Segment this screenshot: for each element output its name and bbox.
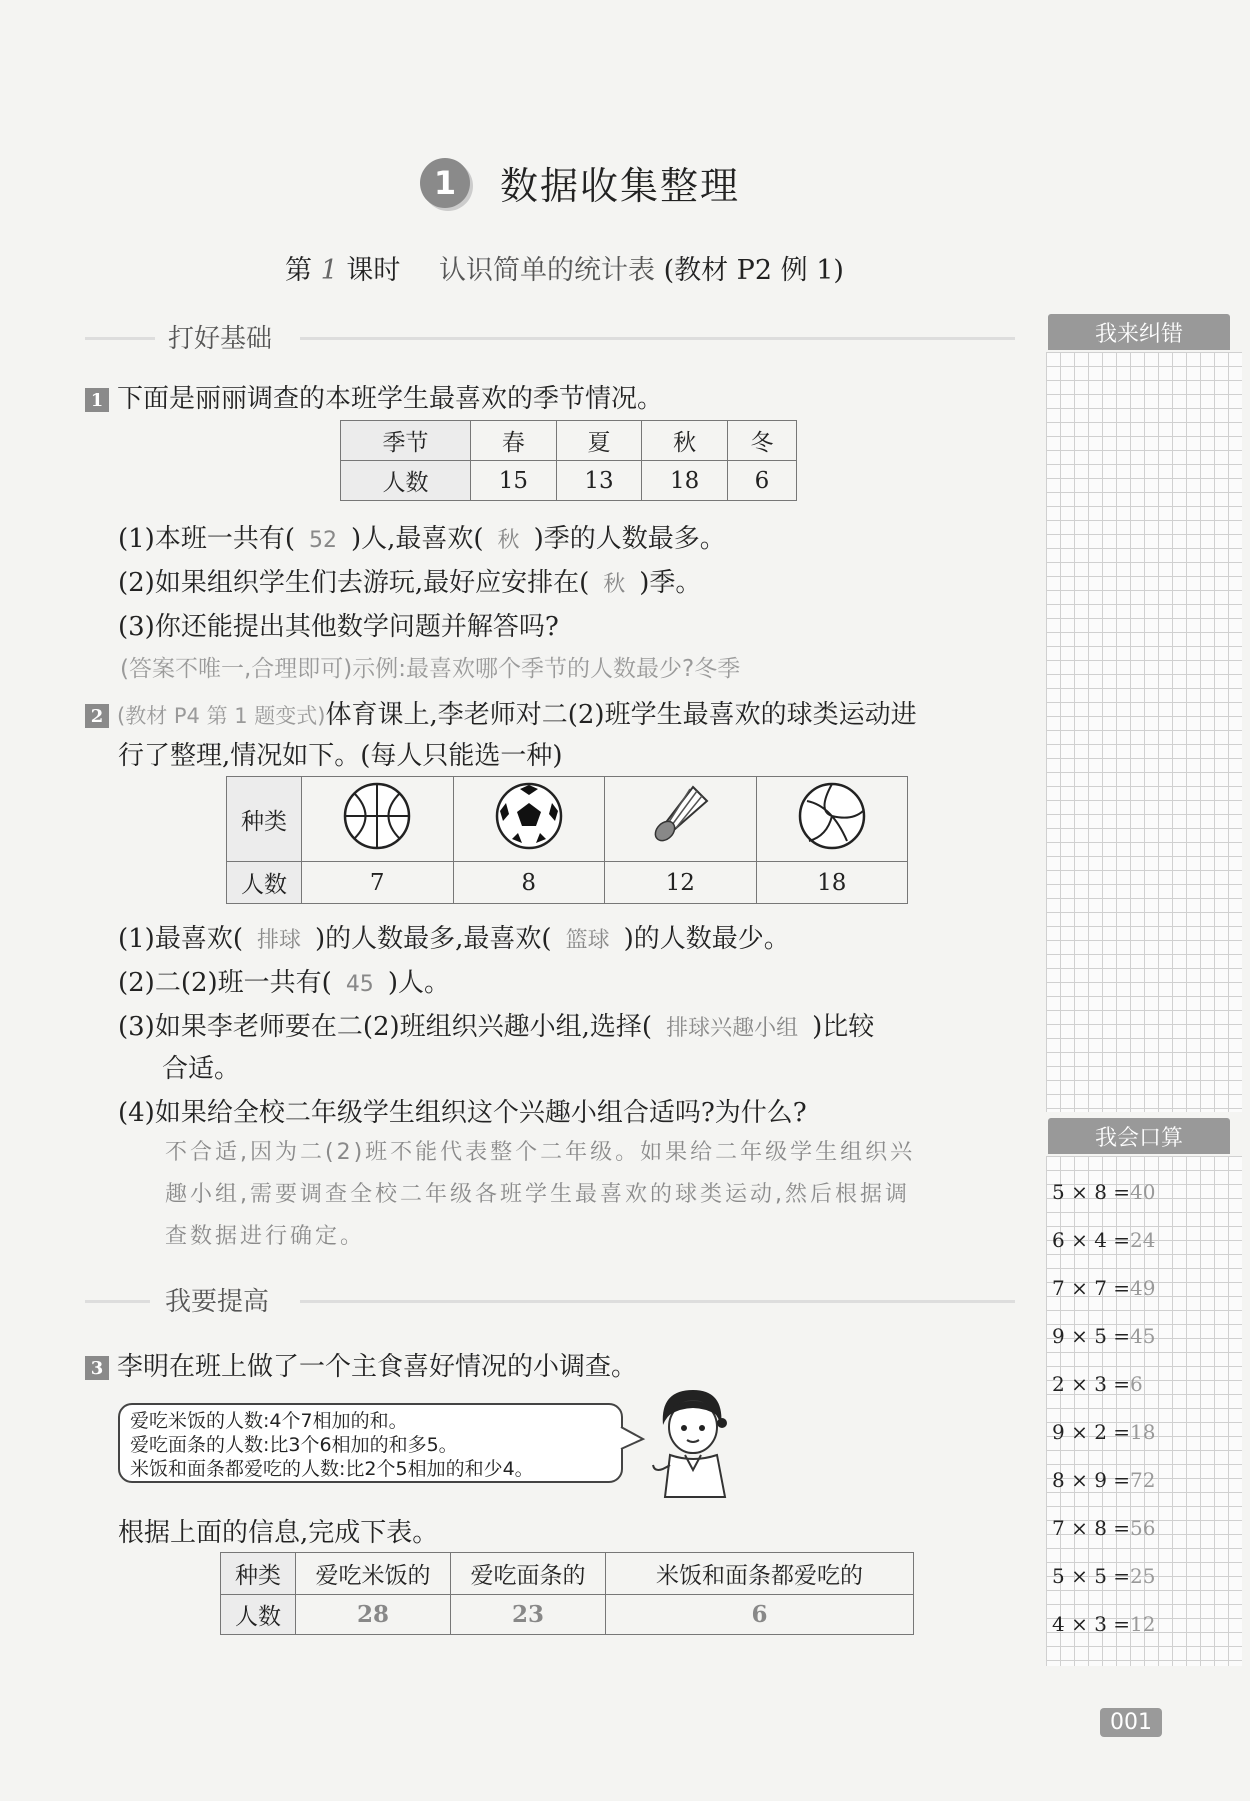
table-row-label: 人数 [227, 862, 302, 904]
bubble-line: 爱吃米饭的人数:4个7相加的和。 [130, 1410, 408, 1432]
calc-item: 2 × 3 =6 [1052, 1372, 1143, 1396]
bubble-line: 爱吃面条的人数:比3个6相加的和多5。 [130, 1434, 458, 1456]
q1-part-3-answer: (答案不唯一,合理即可)示例:最喜欢哪个季节的人数最少?冬季 [120, 656, 741, 682]
q1-part-2: (2)如果组织学生们去游玩,最好应安排在( 秋 )季。 [118, 568, 702, 598]
table-cell: 12 [605, 862, 757, 904]
correction-label: 我来纠错 [1048, 314, 1230, 350]
q2-part-1: (1)最喜欢( 排球 )的人数最多,最喜欢( 篮球 )的人数最少。 [118, 924, 790, 954]
answer-text: 45 [345, 972, 374, 997]
table-header-cell: 秋 [642, 421, 728, 461]
table-header-cell: 米饭和面条都爱吃的 [606, 1553, 914, 1595]
unit-title [420, 155, 740, 210]
lesson-reference: (教材 P2 例 1) [663, 255, 844, 286]
calc-answer: 6 [1130, 1372, 1143, 1396]
table-header-cell: 春 [471, 421, 557, 461]
lesson-subtitle: 第 1 课时 认识简单的统计表 (教材 P2 例 1) [285, 255, 844, 286]
basketball-cell [302, 777, 454, 862]
soccer-ball-icon [494, 781, 564, 851]
table-header-cell: 种类 [227, 777, 302, 862]
calc-answer: 56 [1130, 1516, 1156, 1540]
badminton-shuttlecock-icon [645, 781, 715, 851]
girl-illustration [645, 1385, 740, 1500]
answer-cell: 23 [451, 1595, 606, 1635]
ball-sports-table [226, 776, 908, 904]
question-2-text: 体育课上,李老师对二(2)班学生最喜欢的球类运动进 [325, 700, 917, 730]
calc-item: 9 × 2 =18 [1052, 1420, 1156, 1444]
divider [300, 1300, 1015, 1303]
question-1 [85, 378, 663, 415]
badminton-cell [605, 777, 757, 862]
calc-answer: 40 [1130, 1180, 1156, 1204]
volleyball-icon [797, 781, 867, 851]
table-header-cell: 冬 [727, 421, 796, 461]
section-improve-heading: 我要提高 [165, 1287, 270, 1317]
basketball-icon [342, 781, 412, 851]
answer-text: 篮球 [565, 928, 610, 953]
soccer-cell [453, 777, 605, 862]
calc-item: 4 × 3 =12 [1052, 1612, 1156, 1636]
question-3 [85, 1346, 637, 1383]
divider [85, 1300, 150, 1303]
calc-answer: 72 [1130, 1468, 1156, 1492]
question-3-text: 李明在班上做了一个主食喜好情况的小调查。 [117, 1352, 638, 1382]
calc-answer: 18 [1130, 1420, 1156, 1444]
q2-part-3: (3)如果李老师要在二(2)班组织兴趣小组,选择( 排球兴趣小组 )比较 [118, 1012, 875, 1042]
table-header-cell: 爱吃面条的 [451, 1553, 606, 1595]
calc-answer: 45 [1130, 1324, 1156, 1348]
divider [300, 337, 1015, 340]
table-cell: 18 [642, 461, 728, 501]
table-cell: 18 [756, 862, 908, 904]
table-cell: 6 [727, 461, 796, 501]
mental-math-label: 我会口算 [1048, 1118, 1230, 1154]
table-row-label: 人数 [221, 1595, 296, 1635]
answer-text: 秋 [603, 572, 626, 597]
divider [85, 337, 155, 340]
calc-answer: 49 [1130, 1276, 1156, 1300]
question-1-text: 下面是丽丽调查的本班学生最喜欢的季节情况。 [117, 384, 664, 414]
speech-bubble [118, 1403, 623, 1483]
table-header-cell: 夏 [556, 421, 642, 461]
calc-answer: 12 [1130, 1612, 1156, 1636]
calc-item: 5 × 8 =40 [1052, 1180, 1156, 1204]
table-cell: 15 [471, 461, 557, 501]
page-number: 001 [1100, 1708, 1162, 1737]
table-row-label: 人数 [341, 461, 471, 501]
calc-item: 9 × 5 =45 [1052, 1324, 1156, 1348]
calc-item: 6 × 4 =24 [1052, 1228, 1156, 1252]
lesson-topic: 认识简单的统计表 [438, 255, 655, 286]
table-cell: 8 [453, 862, 605, 904]
answer-cell: 6 [606, 1595, 914, 1635]
question-2 [85, 694, 917, 731]
calc-answer: 24 [1130, 1228, 1156, 1252]
question-number-badge: 1 [85, 388, 109, 412]
calc-item: 5 × 5 =25 [1052, 1564, 1156, 1588]
calc-item: 8 × 9 =72 [1052, 1468, 1156, 1492]
q2-part-3-cont: 合适。 [162, 1054, 241, 1084]
answer-text: 排球 [256, 928, 301, 953]
question-number-badge: 2 [85, 704, 109, 728]
calc-item: 7 × 8 =56 [1052, 1516, 1156, 1540]
answer-text: 52 [308, 528, 337, 553]
answer-text: 排球兴趣小组 [666, 1016, 799, 1041]
calc-item: 7 × 7 =49 [1052, 1276, 1156, 1300]
table-header-cell: 季节 [341, 421, 471, 461]
question-source: (教材 P4 第 1 题变式) [117, 704, 326, 728]
q3-instruction: 根据上面的信息,完成下表。 [118, 1518, 439, 1548]
question-2-text-cont: 行了整理,情况如下。(每人只能选一种) [118, 741, 563, 771]
answer-text: 秋 [497, 528, 520, 553]
q2-part-4: (4)如果给全校二年级学生组织这个兴趣小组合适吗?为什么? [118, 1098, 807, 1128]
q2-part-4-answer-line: 趣小组,需要调查全校二年级各班学生最喜欢的球类运动,然后根据调 [165, 1182, 910, 1207]
table-cell: 13 [556, 461, 642, 501]
season-table [340, 420, 797, 501]
answer-cell: 28 [296, 1595, 451, 1635]
q1-part-3: (3)你还能提出其他数学问题并解答吗? [118, 612, 559, 642]
volleyball-cell [756, 777, 908, 862]
table-cell: 7 [302, 862, 454, 904]
q2-part-2: (2)二(2)班一共有( 45 )人。 [118, 968, 450, 998]
unit-number-badge: 1 [420, 158, 470, 208]
section-basic-heading: 打好基础 [168, 324, 273, 354]
correction-grid [1046, 352, 1242, 1112]
q2-part-4-answer-line: 查数据进行确定。 [165, 1224, 366, 1249]
table-header-cell: 爱吃米饭的 [296, 1553, 451, 1595]
calc-answer: 25 [1130, 1564, 1156, 1588]
q1-part-1: (1)本班一共有( 52 )人,最喜欢( 秋 )季的人数最多。 [118, 524, 726, 554]
q2-part-4-answer-line: 不合适,因为二(2)班不能代表整个二年级。如果给二年级学生组织兴 [165, 1140, 916, 1165]
staple-food-table [220, 1552, 914, 1635]
unit-title-text: 数据收集整理 [500, 164, 741, 208]
bubble-line: 米饭和面条都爱吃的人数:比2个5相加的和少4。 [130, 1458, 534, 1480]
table-header-cell: 种类 [221, 1553, 296, 1595]
speech-bubble-tail [618, 1425, 646, 1455]
question-number-badge: 3 [85, 1356, 109, 1380]
